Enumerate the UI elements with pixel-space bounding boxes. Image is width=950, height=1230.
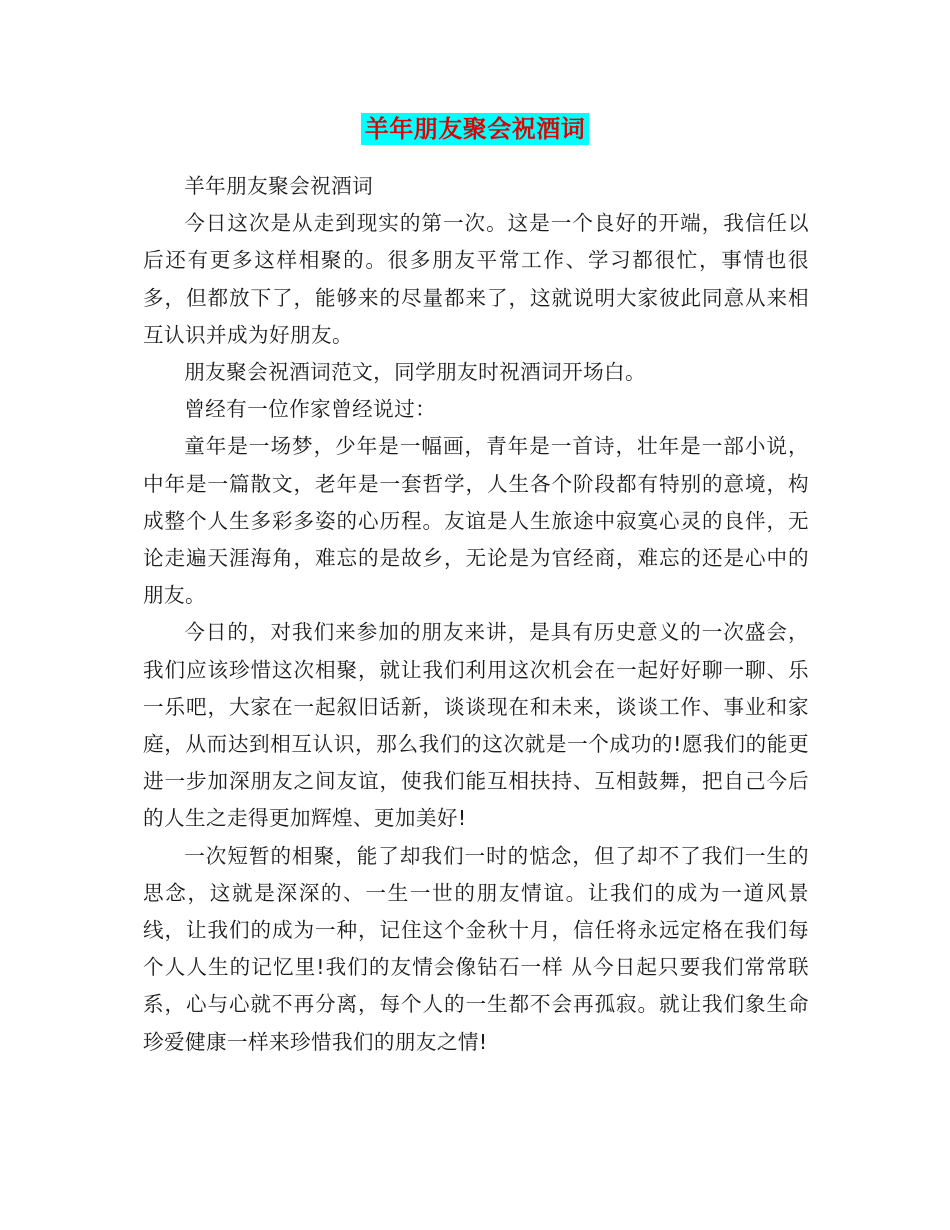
paragraph: 朋友聚会祝酒词范文，同学朋友时祝酒词开场白。 xyxy=(184,360,647,385)
paragraph: 童年是一场梦，少年是一幅画，青年是一首诗，壮年是一部小说，中年是一篇散文，老年是一套哲学，人生各个阶段都有特别的意境，构成整个人生多彩多姿的心历程。友谊是人生旅途中寂寞心灵的良伴，无论走遍天涯海角，难忘的是故乡，无论是为官经商，难忘的还是心中的朋友。 xyxy=(143,434,809,608)
title-container xyxy=(0,113,950,145)
paragraph-subtitle: 羊年朋友聚会祝酒词 xyxy=(184,174,374,198)
paragraph: 一次短暂的相聚，能了却我们一时的惦念，但了却不了我们一生的思念，这就是深深的、一生一世的朋友情谊。让我们的成为一道风景线，让我们的成为一种，记住这个金秋十月，信任将永远定格在我们每个人人生的记忆里!我们的友情会像钻石一样 从今日起只要我们常常联系，心与心就不再分离，每个人的一生都不会再孤寂。就让我们象生命珍爱健康一样来珍惜我们的朋友之情! xyxy=(143,843,809,1054)
paragraph: 曾经有一位作家曾经说过： xyxy=(184,397,437,422)
document-title: 羊年朋友聚会祝酒词 xyxy=(361,113,590,145)
paragraph: 今日这次是从走到现实的第一次。这是一个良好的开端，我信任以后还有更多这样相聚的。很多朋友平常工作、学习都很忙，事情也很多，但都放下了，能够来的尽量都来了，这就说明大家彼此同意从来相互认识并成为好朋友。 xyxy=(143,211,809,347)
document-body xyxy=(143,168,809,1061)
paragraph: 今日的，对我们来参加的朋友来讲，是具有历史意义的一次盛会，我们应该珍惜这次相聚，就让我们利用这次机会在一起好好聊一聊、乐一乐吧，大家在一起叙旧话新，谈谈现在和未来，谈谈工作、事业和家庭，从而达到相互认识，那么我们的这次就是一个成功的!愿我们的能更进一步加深朋友之间友谊，使我们能互相扶持、互相鼓舞，把自己今后的人生之走得更加辉煌、更加美好! xyxy=(143,620,809,831)
